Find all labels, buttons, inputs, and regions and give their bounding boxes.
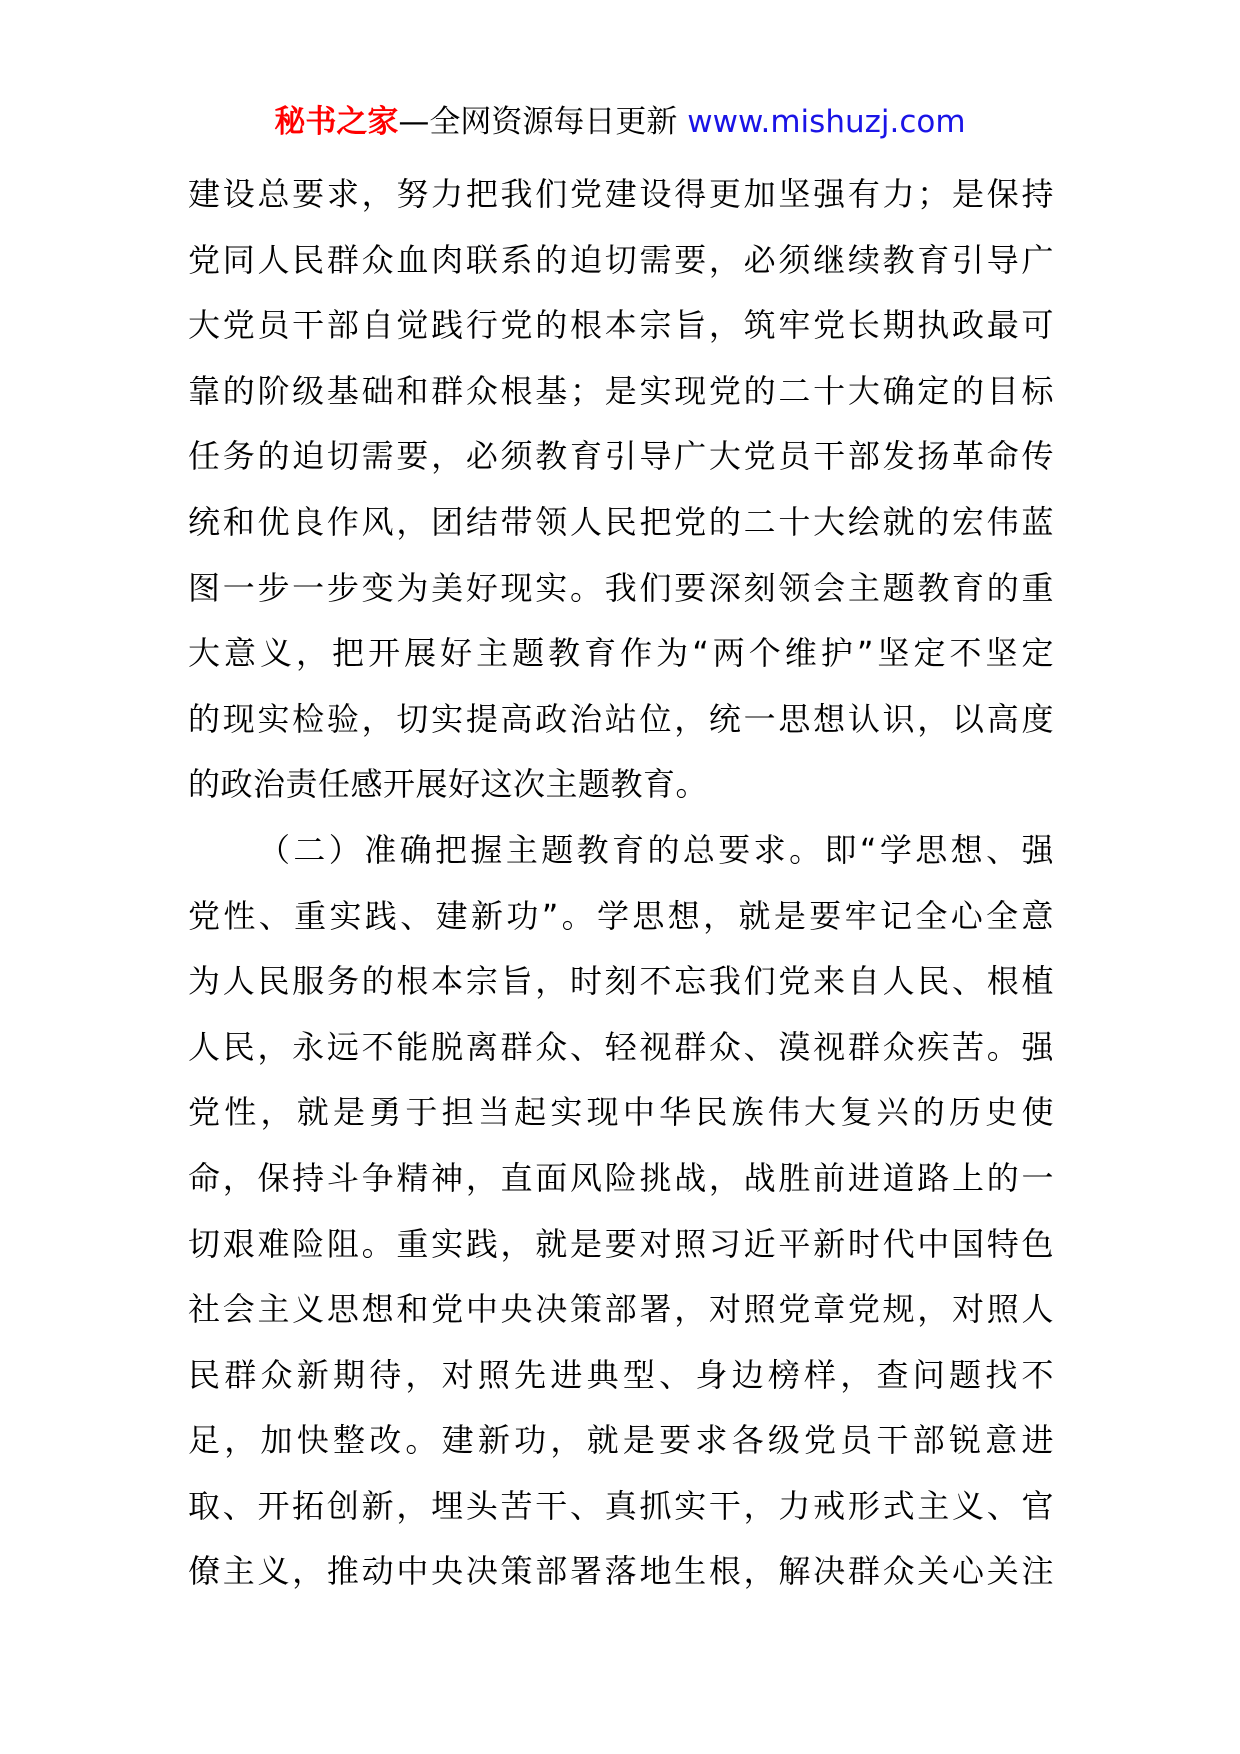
text-line: 党性，就是勇于担当起实现中华民族伟大复兴的历史使	[188, 1093, 1054, 1132]
paragraph-2	[188, 818, 1054, 1605]
text-line: 党同人民群众血肉联系的迫切需要，必须继续教育引导广	[188, 240, 1054, 279]
text-line: 党性、重实践、建新功”。学思想，就是要牢记全心全意	[188, 896, 1054, 935]
text-line: 统和优良作风，团结带领人民把党的二十大绘就的宏伟蓝	[188, 502, 1054, 541]
text-line: （二）准确把握主题教育的总要求。即“学思想、强	[258, 830, 1054, 869]
text-line: 图一步一步变为美好现实。我们要深刻领会主题教育的重	[188, 568, 1054, 607]
text-line: 社会主义思想和党中央决策部署，对照党章党规，对照人	[188, 1290, 1054, 1329]
text-line: 大意义，把开展好主题教育作为“两个维护”坚定不坚定	[188, 634, 1054, 673]
text-line: 的政治责任感开展好这次主题教育。	[188, 765, 709, 804]
header-brand: 秘书之家	[274, 104, 399, 140]
text-line: 的现实检验，切实提高政治站位，统一思想认识，以高度	[188, 699, 1054, 738]
text-line: 僚主义，推动中央决策部署落地生根，解决群众关心关注	[188, 1552, 1054, 1591]
text-line: 人民，永远不能脱离群众、轻视群众、漠视群众疾苦。强	[188, 1027, 1054, 1066]
paragraph-1	[188, 162, 1054, 818]
header-tagline: —全网资源每日更新	[398, 104, 688, 140]
text-line: 足，加快整改。建新功，就是要求各级党员干部锐意进	[188, 1421, 1054, 1460]
text-line: 为人民服务的根本宗旨，时刻不忘我们党来自人民、根植	[188, 962, 1054, 1001]
text-line: 建设总要求，努力把我们党建设得更加坚强有力；是保持	[188, 175, 1054, 213]
text-line: 命，保持斗争精神，直面风险挑战，战胜前进道路上的一	[188, 1158, 1054, 1197]
header-url[interactable]: www.mishuzj.com	[687, 104, 966, 140]
text-line: 靠的阶级基础和群众根基；是实现党的二十大确定的目标	[188, 371, 1054, 410]
text-line: 民群众新期待，对照先进典型、身边榜样，查问题找不	[188, 1355, 1054, 1394]
text-line: 取、开拓创新，埋头苦干、真抓实干，力戒形式主义、官	[188, 1486, 1054, 1525]
text-line: 切艰难险阻。重实践，就是要对照习近平新时代中国特色	[188, 1224, 1054, 1263]
body-text	[188, 162, 1054, 1605]
text-line: 任务的迫切需要，必须教育引导广大党员干部发扬革命传	[188, 437, 1054, 476]
text-line: 大党员干部自觉践行党的根本宗旨，筑牢党长期执政最可	[188, 306, 1054, 345]
page-header	[0, 100, 1240, 144]
